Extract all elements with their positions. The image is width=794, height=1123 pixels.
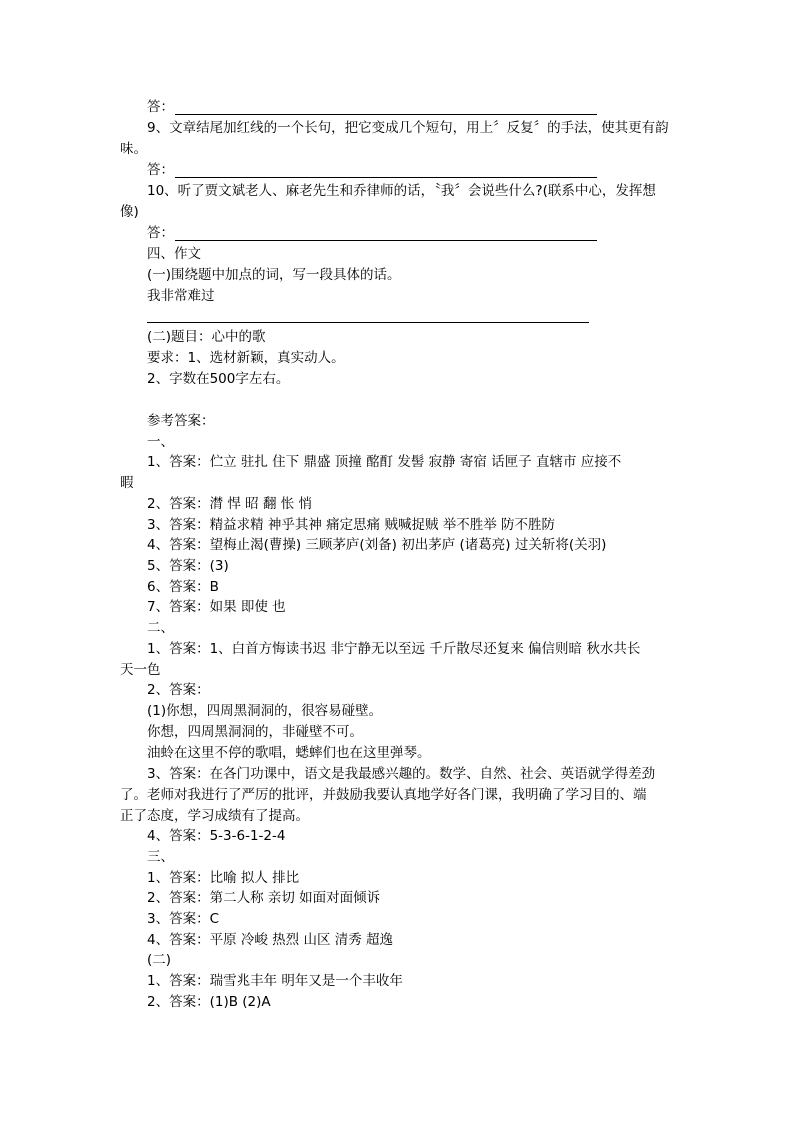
answer-2-1-line1: 1、答案：1、白首方悔读书迟 非宁静无以至远 千斤散尽还复来 偏信则暗 秋水共长 (147, 641, 641, 657)
answers-section-2-heading: 二、 (147, 620, 174, 636)
answer-1-2: 2、答案：潸 悍 昭 翻 怅 悄 (147, 496, 313, 512)
answer-label: 答： (147, 225, 174, 241)
answers-section-1-heading: 一、 (147, 434, 174, 450)
answer-1-4: 4、答案：望梅止渴(曹操) 三顾茅庐(刘备) 初出茅庐 (诸葛亮) 过关斩将(关羽) (147, 537, 607, 553)
answer-1-1-line1: 1、答案：伫立 驻扎 住下 鼎盛 顶撞 酩酊 发髻 寂静 寄宿 话匣子 直辖市 应接不 (147, 454, 622, 470)
answer-line-q9 (147, 160, 599, 180)
answer-2-3-line3: 正了态度，学习成绩有了提高。 (120, 808, 309, 824)
answer-2-2: 2、答案： (147, 682, 210, 698)
question-9-line1: 9、文章结尾加红线的一个长句，把它变成几个短句，用上〞反复〞的手法，使其更有韵 (147, 120, 669, 136)
answer-2-2-sentence2: 你想，四周黑洞洞的，非碰壁不可。 (147, 724, 363, 740)
answer-1-7: 7、答案：如果 即使 也 (147, 599, 286, 615)
answer-1-5: 5、答案：(3) (147, 558, 229, 574)
composition-requirement-2: 2、字数在500字左右。 (147, 371, 290, 387)
composition-part1: (一)围绕题中加点的词，写一段具体的话。 (147, 267, 401, 283)
answer-underline (175, 114, 597, 115)
answer-3-3: 3、答案：C (147, 911, 220, 927)
answer-label: 答： (147, 99, 174, 115)
writing-underline (147, 322, 589, 323)
answer-3-1: 1、答案：比喻 拟人 排比 (147, 870, 300, 886)
answer-3b-2: 2、答案：(1)B (2)A (147, 994, 271, 1010)
answer-label: 答： (147, 162, 174, 178)
composition-requirement-1: 要求：1、选材新颖，真实动人。 (147, 350, 345, 366)
answer-underline (175, 177, 597, 178)
answer-2-1-line2: 天一色 (120, 662, 161, 678)
composition-part1-prompt: 我非常难过 (147, 288, 215, 304)
question-9-line2: 味。 (120, 141, 147, 157)
answer-3b-1: 1、答案：瑞雪兆丰年 明年又是一个丰收年 (147, 973, 403, 989)
answer-2-2-sentence1: (1)你想，四周黑洞洞的，很容易碰壁。 (147, 703, 383, 719)
answers-heading: 参考答案： (147, 413, 215, 429)
answer-2-2-sentence3: 油蛉在这里不停的歌唱，蟋蟀们也在这里弹琴。 (147, 745, 431, 761)
answers-section-3-heading: 三、 (147, 849, 174, 865)
composition-part2-title: (二)题目：心中的歌 (147, 329, 266, 345)
answer-1-3: 3、答案：精益求精 神乎其神 痛定思痛 贼喊捉贼 举不胜举 防不胜防 (147, 517, 556, 533)
answer-underline (175, 240, 597, 241)
answer-line-q8 (147, 97, 599, 117)
answer-3-4: 4、答案：平原 冷峻 热烈 山区 清秀 超逸 (147, 932, 394, 948)
answer-line-q10 (147, 223, 599, 243)
question-10-line1: 10、听了贾文斌老人、麻老先生和乔律师的话，〝我〞会说些什么?(联系中心，发挥想 (147, 183, 656, 199)
composition-heading: 四、作文 (147, 246, 201, 262)
answer-1-6: 6、答案：B (147, 579, 219, 595)
question-10-line2: 像) (120, 204, 139, 220)
answers-section-3b-heading: (二) (147, 952, 172, 968)
answer-1-1-line2: 暇 (120, 475, 134, 491)
answer-2-4: 4、答案：5-3-6-1-2-4 (147, 828, 286, 844)
answer-3-2: 2、答案：第二人称 亲切 如面对面倾诉 (147, 890, 381, 906)
answer-2-3-line2: 了。老师对我进行了严厉的批评，并鼓励我要认真地学好各门课，我明确了学习目的、端 (120, 787, 647, 803)
answer-2-3-line1: 3、答案：在各门功课中，语文是我最感兴趣的。数学、自然、社会、英语就学得差劲 (147, 766, 656, 782)
